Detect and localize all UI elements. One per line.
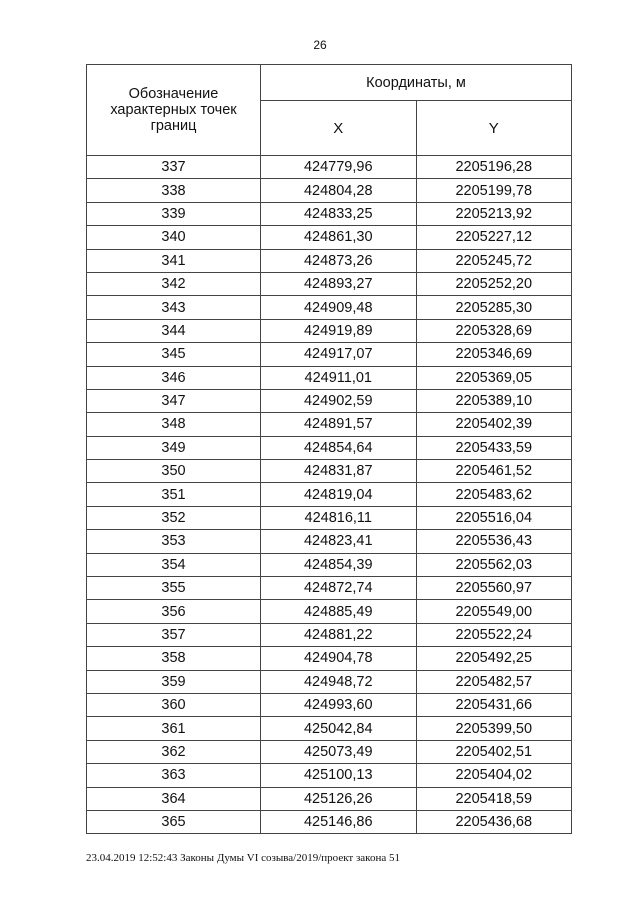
header-designation: Обозначение характерных точек границ — [87, 65, 261, 156]
cell-y: 2205389,10 — [416, 389, 572, 412]
table-row — [87, 202, 572, 225]
cell-x: 424902,59 — [261, 389, 417, 412]
cell-point: 358 — [87, 647, 261, 670]
header-x: X — [261, 101, 417, 156]
header-y: Y — [416, 101, 572, 156]
cell-x: 424861,30 — [261, 226, 417, 249]
cell-point: 347 — [87, 389, 261, 412]
cell-point: 363 — [87, 764, 261, 787]
cell-point: 362 — [87, 740, 261, 763]
table-row — [87, 670, 572, 693]
cell-point: 360 — [87, 693, 261, 716]
cell-y: 2205346,69 — [416, 343, 572, 366]
cell-y: 2205560,97 — [416, 577, 572, 600]
table-row — [87, 389, 572, 412]
table-row — [87, 436, 572, 459]
cell-point: 343 — [87, 296, 261, 319]
table-row — [87, 506, 572, 529]
table-row — [87, 600, 572, 623]
cell-y: 2205369,05 — [416, 366, 572, 389]
cell-point: 364 — [87, 787, 261, 810]
cell-x: 424831,87 — [261, 460, 417, 483]
cell-y: 2205328,69 — [416, 319, 572, 342]
cell-x: 424911,01 — [261, 366, 417, 389]
cell-y: 2205522,24 — [416, 623, 572, 646]
coordinates-table — [86, 64, 572, 834]
cell-x: 425073,49 — [261, 740, 417, 763]
cell-point: 359 — [87, 670, 261, 693]
cell-x: 425126,26 — [261, 787, 417, 810]
cell-x: 424779,96 — [261, 156, 417, 179]
cell-x: 424948,72 — [261, 670, 417, 693]
table-row — [87, 740, 572, 763]
cell-y: 2205461,52 — [416, 460, 572, 483]
table-row — [87, 460, 572, 483]
cell-point: 355 — [87, 577, 261, 600]
cell-point: 365 — [87, 810, 261, 833]
cell-point: 354 — [87, 553, 261, 576]
cell-x: 424854,64 — [261, 436, 417, 459]
cell-x: 424904,78 — [261, 647, 417, 670]
cell-y: 2205492,25 — [416, 647, 572, 670]
cell-point: 340 — [87, 226, 261, 249]
cell-x: 424819,04 — [261, 483, 417, 506]
table-row — [87, 623, 572, 646]
cell-y: 2205483,62 — [416, 483, 572, 506]
cell-x: 425042,84 — [261, 717, 417, 740]
cell-x: 424893,27 — [261, 272, 417, 295]
cell-x: 425100,13 — [261, 764, 417, 787]
cell-point: 338 — [87, 179, 261, 202]
table-row — [87, 553, 572, 576]
cell-point: 344 — [87, 319, 261, 342]
table-row — [87, 764, 572, 787]
cell-x: 425146,86 — [261, 810, 417, 833]
cell-point: 348 — [87, 413, 261, 436]
cell-x: 424816,11 — [261, 506, 417, 529]
table-row — [87, 717, 572, 740]
cell-x: 424885,49 — [261, 600, 417, 623]
cell-x: 424823,41 — [261, 530, 417, 553]
cell-point: 339 — [87, 202, 261, 225]
page-number: 26 — [313, 38, 327, 52]
cell-y: 2205436,68 — [416, 810, 572, 833]
cell-y: 2205213,92 — [416, 202, 572, 225]
table-row — [87, 647, 572, 670]
table-body — [87, 156, 572, 834]
cell-y: 2205285,30 — [416, 296, 572, 319]
cell-y: 2205516,04 — [416, 506, 572, 529]
table-row — [87, 319, 572, 342]
table-row — [87, 366, 572, 389]
table-row — [87, 343, 572, 366]
table-row — [87, 226, 572, 249]
cell-point: 350 — [87, 460, 261, 483]
cell-y: 2205199,78 — [416, 179, 572, 202]
cell-point: 352 — [87, 506, 261, 529]
cell-x: 424854,39 — [261, 553, 417, 576]
cell-point: 353 — [87, 530, 261, 553]
cell-point: 342 — [87, 272, 261, 295]
cell-point: 361 — [87, 717, 261, 740]
cell-y: 2205245,72 — [416, 249, 572, 272]
table-row — [87, 413, 572, 436]
cell-y: 2205402,39 — [416, 413, 572, 436]
table-row — [87, 249, 572, 272]
cell-y: 2205431,66 — [416, 693, 572, 716]
cell-y: 2205399,50 — [416, 717, 572, 740]
cell-x: 424919,89 — [261, 319, 417, 342]
cell-x: 424872,74 — [261, 577, 417, 600]
cell-point: 356 — [87, 600, 261, 623]
footer-path: 23.04.2019 12:52:43 Законы Думы VI созыва/2019/проект закона 51 — [86, 852, 400, 864]
header-coordinates: Координаты, м — [261, 65, 572, 101]
table-row — [87, 483, 572, 506]
cell-point: 337 — [87, 156, 261, 179]
cell-x: 424873,26 — [261, 249, 417, 272]
cell-y: 2205433,59 — [416, 436, 572, 459]
cell-y: 2205227,12 — [416, 226, 572, 249]
table-row — [87, 296, 572, 319]
table-row — [87, 693, 572, 716]
cell-y: 2205402,51 — [416, 740, 572, 763]
table-row — [87, 787, 572, 810]
cell-x: 424881,22 — [261, 623, 417, 646]
cell-y: 2205482,57 — [416, 670, 572, 693]
table-row — [87, 179, 572, 202]
table-row — [87, 810, 572, 833]
table-row — [87, 156, 572, 179]
cell-point: 357 — [87, 623, 261, 646]
cell-x: 424833,25 — [261, 202, 417, 225]
cell-x: 424891,57 — [261, 413, 417, 436]
cell-point: 349 — [87, 436, 261, 459]
cell-x: 424804,28 — [261, 179, 417, 202]
cell-point: 346 — [87, 366, 261, 389]
cell-y: 2205404,02 — [416, 764, 572, 787]
cell-x: 424917,07 — [261, 343, 417, 366]
cell-y: 2205196,28 — [416, 156, 572, 179]
cell-point: 351 — [87, 483, 261, 506]
cell-y: 2205536,43 — [416, 530, 572, 553]
cell-x: 424909,48 — [261, 296, 417, 319]
cell-point: 345 — [87, 343, 261, 366]
table-row — [87, 577, 572, 600]
cell-y: 2205418,59 — [416, 787, 572, 810]
cell-y: 2205252,20 — [416, 272, 572, 295]
cell-y: 2205549,00 — [416, 600, 572, 623]
table-row — [87, 530, 572, 553]
cell-x: 424993,60 — [261, 693, 417, 716]
cell-point: 341 — [87, 249, 261, 272]
table-row — [87, 272, 572, 295]
cell-y: 2205562,03 — [416, 553, 572, 576]
